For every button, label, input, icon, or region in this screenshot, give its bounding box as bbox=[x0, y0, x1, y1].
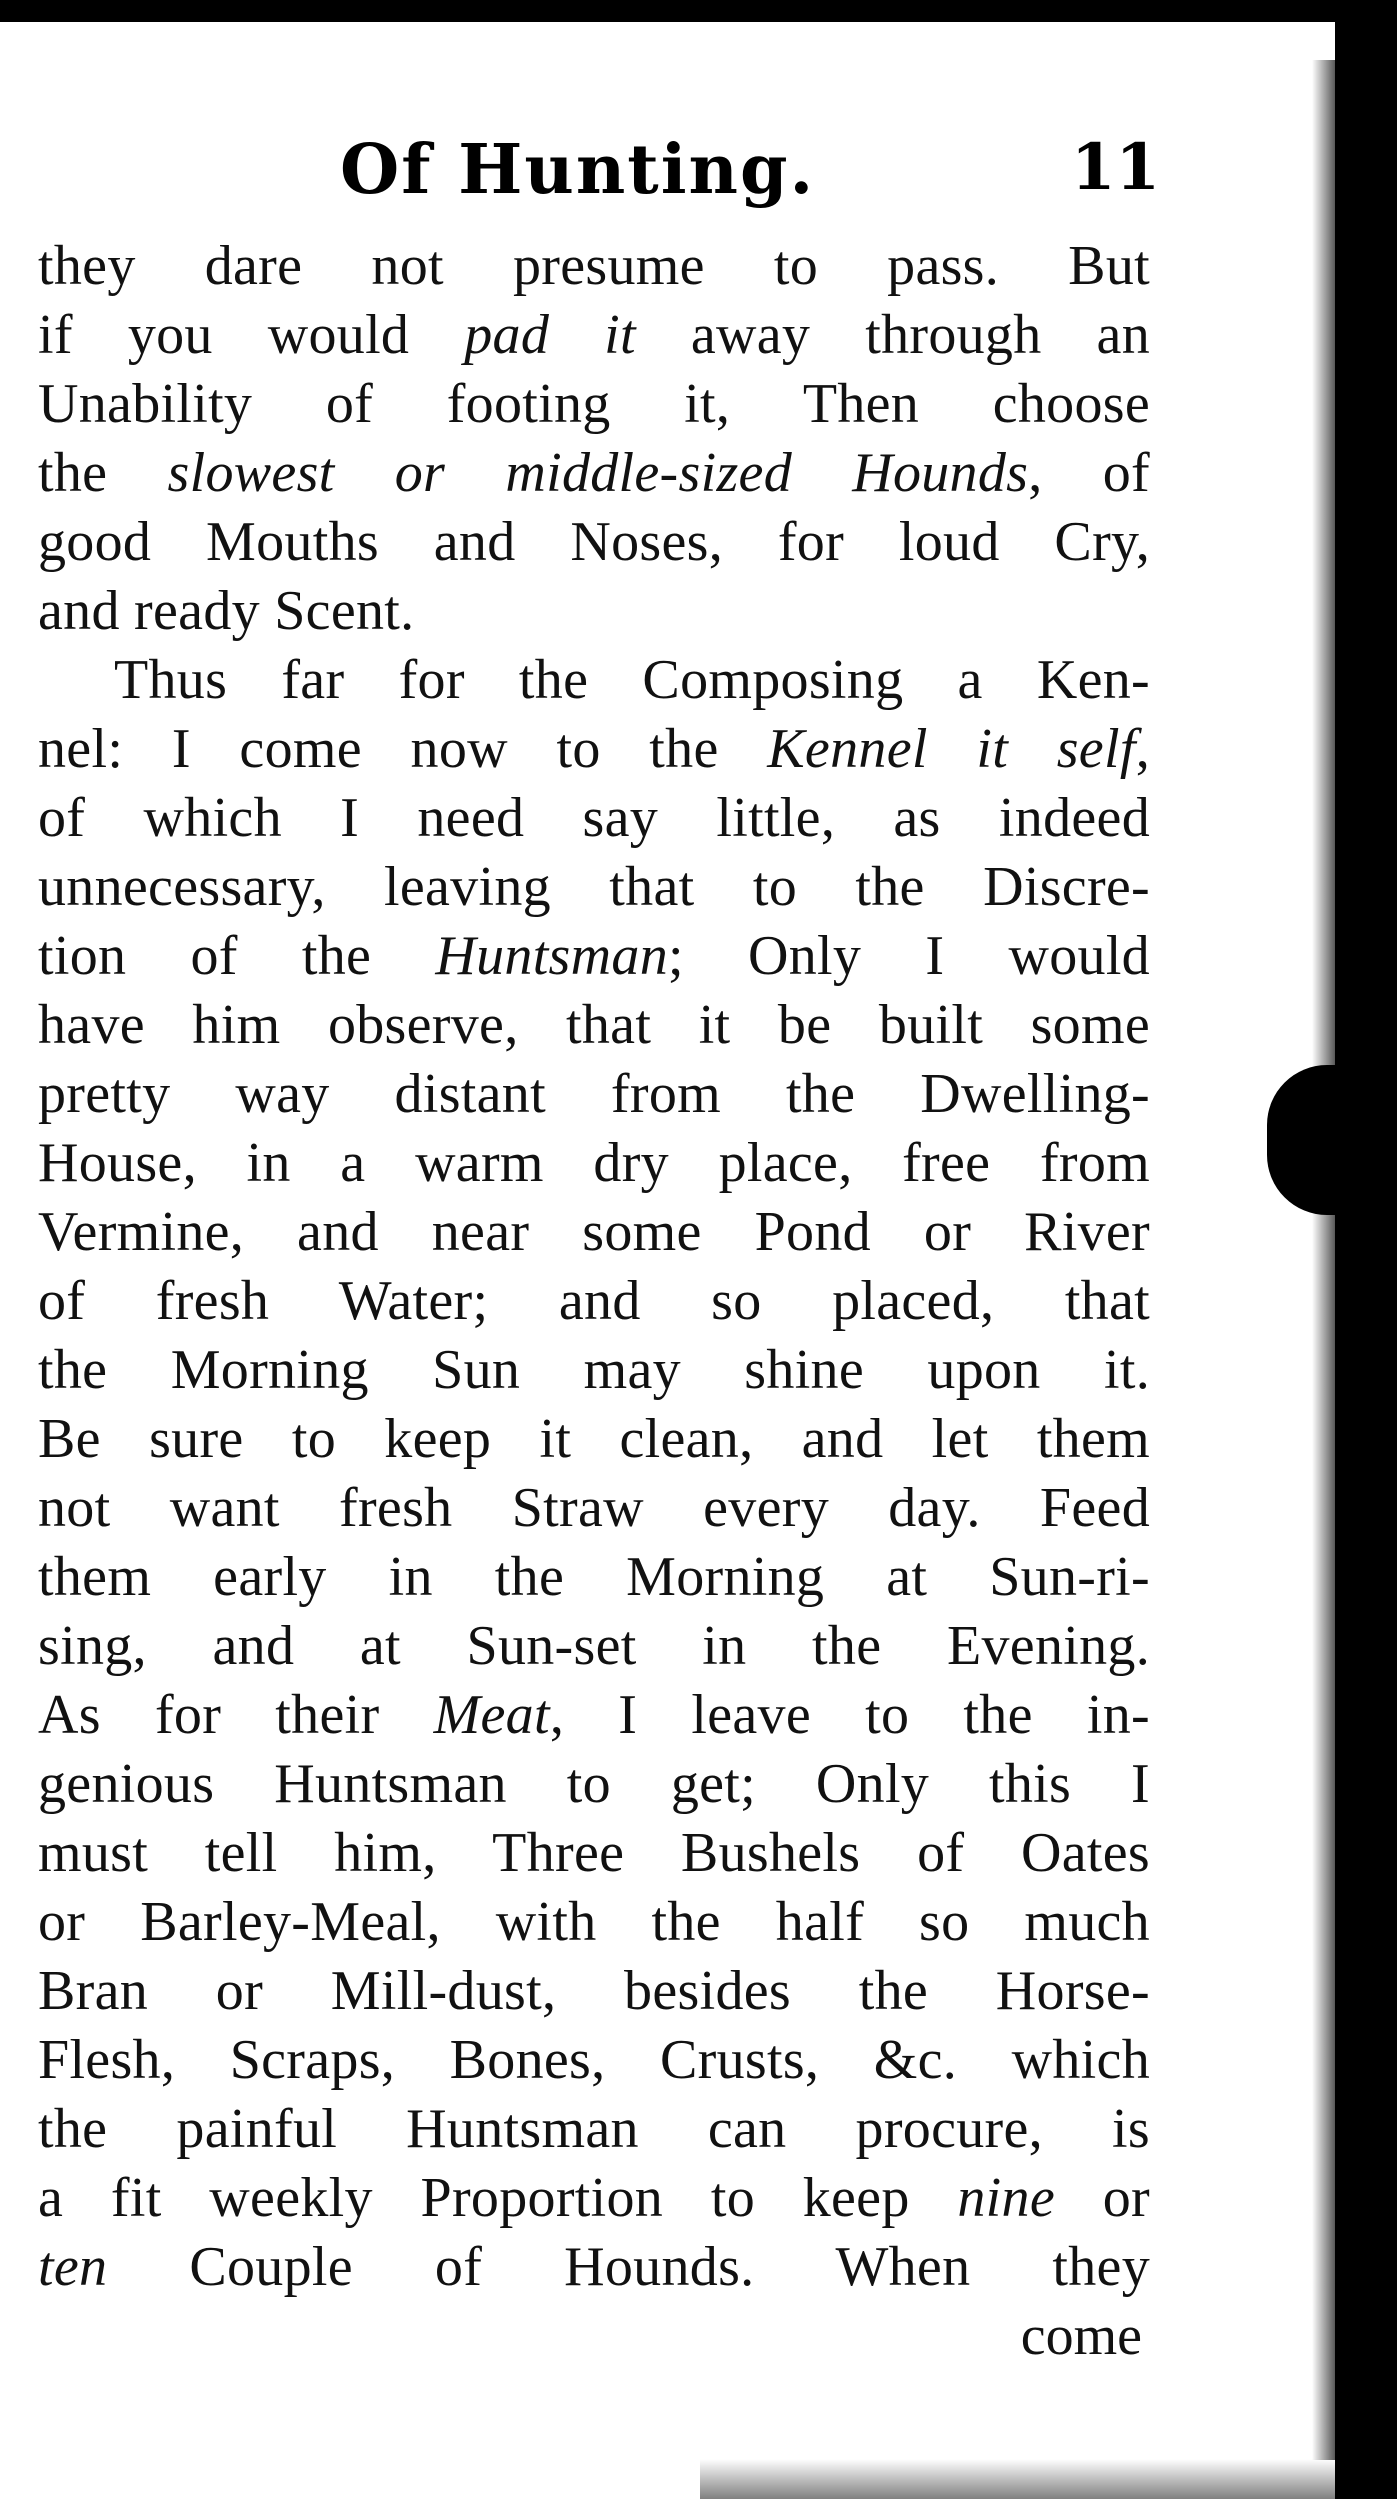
text-segment: away through an bbox=[635, 304, 1150, 366]
text-line: Thus far for the Composing a Ken- bbox=[114, 649, 1150, 711]
text-segment: ; Only I would bbox=[668, 925, 1150, 987]
catchword: come bbox=[1020, 2305, 1142, 2367]
text-segment: As for their bbox=[38, 1684, 434, 1746]
text-line: have him observe, that it be built some bbox=[38, 994, 1150, 1056]
text-segment: the bbox=[38, 442, 168, 504]
page-top-shadow bbox=[0, 0, 1397, 22]
text-line: the Morning Sun may shine upon it. bbox=[38, 1339, 1150, 1401]
text-line: they dare not presume to pass. But bbox=[38, 235, 1150, 297]
text-line: good Mouths and Noses, for loud Cry, bbox=[38, 511, 1150, 573]
text-line: sing, and at Sun-set in the Evening. bbox=[38, 1615, 1150, 1677]
text-line bbox=[38, 2233, 1150, 2302]
text-line bbox=[38, 1681, 1150, 1750]
text-line: not want fresh Straw every day. Feed bbox=[38, 1477, 1150, 1539]
text-line: must tell him, Three Bushels of Oates bbox=[38, 1822, 1150, 1884]
italic-text: slowest or middle-sized Hounds bbox=[167, 442, 1029, 504]
text-line: genious Huntsman to get; Only this I bbox=[38, 1753, 1150, 1815]
running-title: Of Hunting. bbox=[340, 130, 816, 210]
text-segment: , of bbox=[1028, 442, 1151, 504]
text-line: pretty way distant from the Dwelling- bbox=[38, 1063, 1150, 1125]
book-spine bbox=[1335, 0, 1397, 2499]
text-segment: a fit weekly Proportion to keep bbox=[38, 2167, 958, 2229]
italic-text: ten bbox=[38, 2236, 108, 2298]
page-bottom-shadow bbox=[700, 2459, 1397, 2499]
text-line bbox=[38, 922, 1150, 991]
text-line: Bran or Mill-dust, besides the Horse- bbox=[38, 1960, 1150, 2022]
text-segment: if you would bbox=[38, 304, 465, 366]
text-line: Be sure to keep it clean, and let them bbox=[38, 1408, 1150, 1470]
text-line bbox=[38, 439, 1150, 508]
text-segment: , bbox=[1135, 718, 1150, 780]
page-number: 11 bbox=[1070, 130, 1160, 205]
binding-clasp bbox=[1267, 1065, 1357, 1215]
text-line: and ready Scent. bbox=[38, 580, 415, 642]
text-line: of which I need say little, as indeed bbox=[38, 787, 1150, 849]
text-segment: Couple of Hounds. When they bbox=[107, 2236, 1150, 2298]
text-segment: tion of the bbox=[38, 925, 436, 987]
italic-text: pad it bbox=[464, 304, 636, 366]
italic-text: Meat bbox=[433, 1684, 550, 1746]
text-line bbox=[38, 2164, 1150, 2233]
text-line bbox=[38, 715, 1150, 784]
text-line: House, in a warm dry place, free from bbox=[38, 1132, 1150, 1194]
text-line: them early in the Morning at Sun-ri- bbox=[38, 1546, 1150, 1608]
text-line: of fresh Water; and so placed, that bbox=[38, 1270, 1150, 1332]
text-line: Flesh, Scraps, Bones, Crusts, &c. which bbox=[38, 2029, 1150, 2091]
text-line: or Barley-Meal, with the half so much bbox=[38, 1891, 1150, 1953]
italic-text: Kennel it self bbox=[767, 718, 1136, 780]
text-line: the painful Huntsman can procure, is bbox=[38, 2098, 1150, 2160]
text-segment: , I leave to the in- bbox=[549, 1684, 1150, 1746]
text-line: unnecessary, leaving that to the Discre- bbox=[38, 856, 1150, 918]
italic-text: Huntsman bbox=[435, 925, 668, 987]
text-line: Vermine, and near some Pond or River bbox=[38, 1201, 1150, 1263]
text-segment: nel: I come now to the bbox=[38, 718, 768, 780]
page-body-text bbox=[38, 232, 1150, 2371]
running-header bbox=[340, 130, 1160, 220]
italic-text: nine bbox=[957, 2167, 1055, 2229]
text-line bbox=[38, 301, 1150, 370]
text-segment: or bbox=[1055, 2167, 1150, 2229]
text-line: Unability of footing it, Then choose bbox=[38, 373, 1150, 435]
